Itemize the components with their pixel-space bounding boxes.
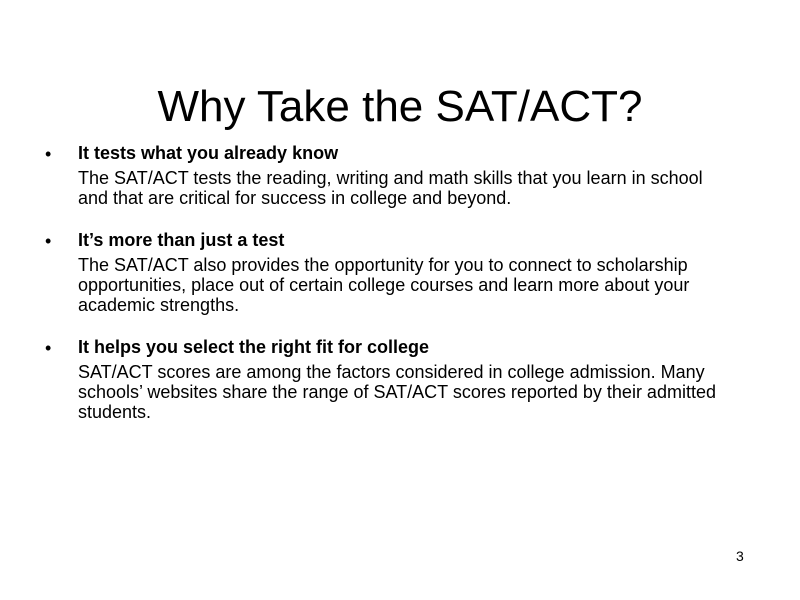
bullet-item-tests-knowledge [45,142,725,208]
bullet-item-more-than-test [45,229,725,315]
bullet-body: The SAT/ACT also provides the opportunity for you to connect to scholarship opportunities, place out of certain college courses and learn more about your academic strengths. [78,255,690,315]
bullet-marker: • [45,144,52,164]
slide-title: Why Take the SAT/ACT? [157,82,643,132]
bullet-item-right-fit [45,336,725,422]
bullet-list [45,142,725,443]
bullet-body: SAT/ACT scores are among the factors considered in college admission. Many schools’ websites share the range of SAT/ACT scores reported by their admitted students. [78,362,716,422]
bullet-marker: • [45,338,52,358]
bullet-body: The SAT/ACT tests the reading, writing and math skills that you learn in school and that are critical for success in college and beyond. [78,168,703,208]
slide-number: 3 [736,548,744,564]
bullet-heading: It’s more than just a test [78,230,285,250]
bullet-marker: • [45,231,52,251]
bullet-heading: It helps you select the right fit for college [78,337,430,357]
bullet-heading: It tests what you already know [78,143,339,163]
